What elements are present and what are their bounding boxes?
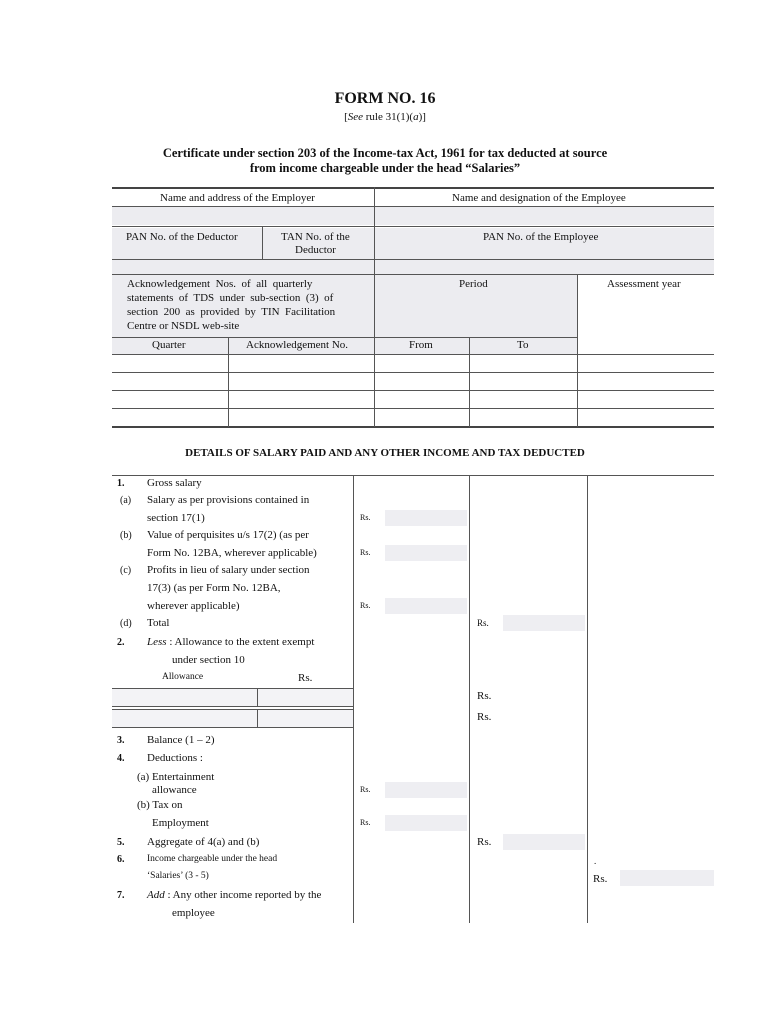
item-1c-label-line2: 17(3) (as per Form No. 12BA,	[147, 582, 281, 594]
tax-employment-amount-field[interactable]	[385, 815, 467, 831]
income-chargeable-dot: .	[594, 856, 597, 866]
entertainment-rs: Rs.	[360, 785, 371, 794]
employer-name-field[interactable]	[112, 207, 374, 225]
aggregate-rs: Rs.	[477, 836, 492, 848]
aggregate-amount-field[interactable]	[503, 834, 585, 850]
aggregate-label: Aggregate of 4(a) and (b)	[147, 836, 260, 848]
gross-salary-label: Gross salary	[147, 477, 202, 489]
ack-label-line3: section 200 as provided by TIN Facilitation	[127, 306, 336, 318]
form-title: FORM NO. 16	[334, 90, 436, 107]
item-4-number: 4.	[117, 753, 125, 764]
item-5-number: 5.	[117, 837, 125, 848]
col-ack-no: Acknowledgement No.	[246, 339, 349, 351]
employee-pan-field[interactable]	[375, 260, 714, 274]
ack-label-line1: Acknowledgement Nos. of all quarterly	[127, 278, 313, 290]
allowance-rs-2: Rs.	[477, 711, 492, 723]
entertainment-label-line1: (a) Entertainment	[137, 771, 215, 783]
col-from: From	[409, 339, 433, 351]
item-1-number: 1.	[117, 478, 125, 489]
item-7-number: 7.	[117, 890, 125, 901]
item-1c-rs: Rs.	[360, 601, 371, 610]
ack-label-line2: statements of TDS under sub-section (3) of	[127, 292, 334, 304]
entertainment-label-line2: allowance	[152, 784, 197, 796]
item-1c-label-line1: Profits in lieu of salary under section	[147, 564, 310, 576]
income-chargeable-rs: Rs.	[593, 873, 608, 885]
allowance-amount-field-2[interactable]	[258, 710, 353, 727]
item-1a-label-line2: section 17(1)	[147, 512, 205, 524]
details-heading: DETAILS OF SALARY PAID AND ANY OTHER INCOME AND TAX DEDUCTED	[185, 447, 585, 459]
item-1c-marker: (c)	[120, 565, 132, 576]
certificate-title-line2: from income chargeable under the head “Salaries”	[249, 161, 521, 175]
employer-name-label: Name and address of the Employer	[160, 192, 315, 204]
employee-name-label: Name and designation of the Employee	[452, 192, 626, 204]
tan-deductor-label-line1: TAN No. of the	[281, 231, 350, 243]
item-1b-marker: (b)	[120, 530, 132, 541]
item-1b-label-line2: Form No. 12BA, wherever applicable)	[147, 547, 317, 559]
tan-deductor-label-line2: Deductor	[295, 244, 336, 256]
deductor-pan-tan-field[interactable]	[112, 260, 374, 274]
item-1c-label-line3: wherever applicable)	[147, 600, 240, 612]
item-1b-rs: Rs.	[360, 548, 371, 557]
income-chargeable-label-line2: ‘Salaries’ (3 - 5)	[147, 871, 209, 881]
assessment-year-label: Assessment year	[607, 278, 681, 290]
item-6-number: 6.	[117, 854, 125, 865]
period-label: Period	[459, 278, 488, 290]
item-1a-marker: (a)	[120, 495, 132, 506]
item-3-number: 3.	[117, 735, 125, 746]
employee-name-field[interactable]	[375, 207, 714, 225]
balance-label: Balance (1 – 2)	[147, 734, 215, 746]
income-chargeable-amount-field[interactable]	[620, 870, 714, 886]
item-2-number: 2.	[117, 637, 125, 648]
item-1a-label-line1: Salary as per provisions contained in	[147, 494, 310, 506]
ack-label-line4: Centre or NSDL web-site	[127, 320, 240, 332]
rule-reference: [See rule 31(1)(a)]	[344, 111, 426, 123]
pan-deductor-label: PAN No. of the Deductor	[126, 231, 238, 243]
tax-employment-rs: Rs.	[360, 818, 371, 827]
item-1a-rs: Rs.	[360, 513, 371, 522]
allowance-col-label: Allowance	[162, 672, 204, 682]
tax-employment-label-line1: (b) Tax on	[137, 799, 183, 811]
col-quarter: Quarter	[152, 339, 186, 351]
item-1d-marker: (d)	[120, 618, 132, 629]
less-allowance-label: Less : Allowance to the extent exempt	[147, 636, 315, 648]
item-1b-amount-field[interactable]	[385, 545, 467, 561]
income-chargeable-label-line1: Income chargeable under the head	[147, 854, 278, 864]
allowance-rs-label: Rs.	[298, 672, 313, 684]
allowance-name-field-2[interactable]	[112, 710, 257, 727]
pan-employee-label: PAN No. of the Employee	[483, 231, 599, 243]
deductions-label: Deductions :	[147, 752, 203, 764]
total-amount-field[interactable]	[503, 615, 585, 631]
less-allowance-label-line2: under section 10	[172, 654, 245, 666]
allowance-name-field-1[interactable]	[112, 689, 257, 706]
item-1a-amount-field[interactable]	[385, 510, 467, 526]
add-other-income-label-line2: employee	[172, 907, 215, 919]
allowance-rs-1: Rs.	[477, 690, 492, 702]
certificate-title-line1: Certificate under section 203 of the Income-tax Act, 1961 for tax deducted at source	[162, 146, 608, 160]
item-1c-amount-field[interactable]	[385, 598, 467, 614]
item-1b-label-line1: Value of perquisites u/s 17(2) (as per	[147, 529, 309, 541]
total-rs: Rs.	[477, 618, 489, 628]
tax-employment-label-line2: Employment	[152, 817, 209, 829]
allowance-amount-field-1[interactable]	[258, 689, 353, 706]
total-label: Total	[147, 617, 170, 629]
add-other-income-label: Add : Any other income reported by the	[147, 889, 322, 901]
col-to: To	[517, 339, 529, 351]
entertainment-amount-field[interactable]	[385, 782, 467, 798]
